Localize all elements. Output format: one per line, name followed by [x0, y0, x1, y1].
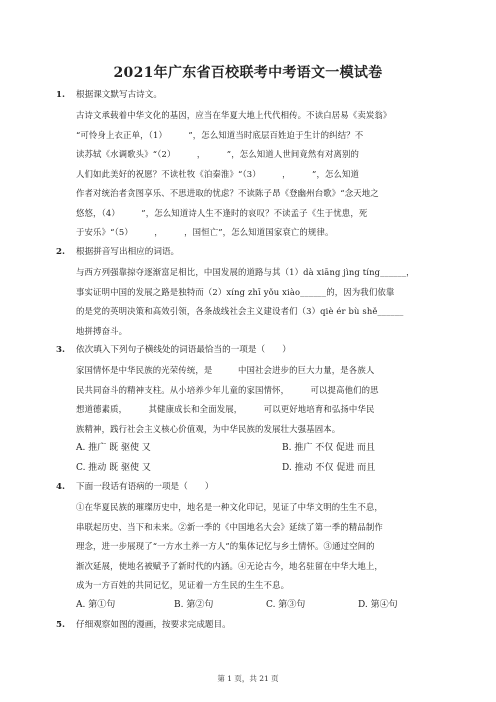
text-line: 串联起历史、当下和未来。②新一季的《中国地名大会》延续了第一季的精品制作: [76, 521, 383, 532]
text-line: 的是党的英明决策和高效引领，各条战线社会主义建设者们（3）qiè ér bù shě______: [76, 306, 404, 316]
option-c[interactable]: C. 第③句: [266, 600, 306, 610]
text-line: 家国情怀是中华民族的光荣传统，是 中国社会进步的巨大力量，是各族人: [76, 365, 375, 375]
option-b[interactable]: B. 推广 不仅 促进 而且: [282, 443, 375, 453]
text-line: 古诗文承载着中华文化的基因，应当在华夏大地上代代相传。不读白居易《卖炭翁》: [76, 110, 392, 120]
question-1-number: 1.: [56, 90, 65, 100]
text-line: 想道德素质， 其健康成长和全面发展， 可以更好地培育和弘扬中华民: [76, 404, 375, 414]
option-a[interactable]: A. 第①句: [76, 600, 116, 610]
option-b[interactable]: B. 第②句: [174, 600, 214, 610]
text-line: 民共同奋斗的精神支柱。从小培养少年儿童的家国情怀， 可以提高他们的思: [76, 384, 379, 395]
text-line: 作者对统治者贪图享乐、不思进取的忧虑？不读陈子昂《登幽州台歌》“念天地之: [76, 188, 379, 198]
question-4-body: [76, 498, 428, 596]
question-2-stem: 2. 根据拼音写出相应的词语。: [76, 243, 179, 263]
text-line: “可怜身上衣正单，（1） ”，怎么知道当时底层百姓迫于生计的纠结？不: [76, 129, 364, 140]
question-3-body: [76, 361, 428, 439]
question-4-stem: 4. 下面一段话有语病的一项是（ ）: [76, 478, 214, 498]
question-4-number: 4.: [56, 482, 65, 492]
text-line: ①在华夏民族的璀璨历史中，地名是一种文化印记，见证了中华文明的生生不息，: [76, 502, 383, 512]
page-footer: 第 1 页，共 21 页: [217, 674, 279, 683]
option-d[interactable]: D. 第④句: [358, 600, 398, 610]
text-line: 与西方列强靠掠夺逐渐富足相比，中国发展的道路与其（1）dà xiāng jìng tíng______，: [76, 267, 415, 277]
question-2-number: 2.: [56, 247, 65, 257]
text-line: 事实证明中国的发展之路是独特而（2）xíng zhī yǒu xiào______的，因为我们依靠: [76, 286, 395, 297]
text-line: 成为一方百姓的共同记忆，见证着一方生民的生生不息。: [76, 580, 290, 590]
question-5-stem: 5. 仔细观察如图的漫画，按要求完成题目。: [76, 616, 231, 636]
text-line: 族精神，践行社会主义核心价值观，为中华民族的发展壮大强基固本。: [76, 423, 341, 434]
text-line: 地拼搏奋斗。: [76, 325, 128, 336]
question-3-stem: 3. 依次填入下列句子横线处的词语最恰当的一项是（ ）: [76, 341, 291, 361]
option-c[interactable]: C. 推动 既 驱使 又: [76, 463, 151, 473]
question-3-number: 3.: [56, 345, 65, 355]
question-5-number: 5.: [56, 620, 65, 630]
text-line: 悠悠，（4） ”，怎么知道诗人生不逢时的哀叹？不读孟子《生于忧患，死: [76, 207, 368, 218]
text-line: 人们如此美好的祝愿？不读杜牧《泊秦淮》“（3） ， ”，怎么知道: [76, 168, 360, 179]
text-line: 读苏轼《水调歌头》“（2） ， ”，怎么知道人世间竟然有对离别的: [76, 149, 360, 159]
text-line: 渐次延展，使地名被赋予了新时代的内涵。④无论古今，地名驻留在中华大地上，: [76, 560, 383, 571]
option-d[interactable]: D. 推动 不仅 促进 而且: [282, 463, 376, 473]
text-line: 于安乐》“（5） ， ，国恒亡”，怎么知道国家衰亡的规律。: [76, 227, 334, 237]
page-title: 2021年广东省百校联考中考语文一模试卷: [113, 65, 383, 81]
question-2-body: [76, 263, 428, 341]
option-a[interactable]: A. 推广 既 驱使 又: [76, 443, 151, 453]
text-line: 理念，进一步展现了“一方水土养一方人”的集体记忆与乡土情怀。③通过空间的: [76, 541, 375, 551]
question-1-stem: 1. 根据课文默写古诗文。: [76, 86, 162, 106]
question-1-body: [76, 106, 428, 243]
